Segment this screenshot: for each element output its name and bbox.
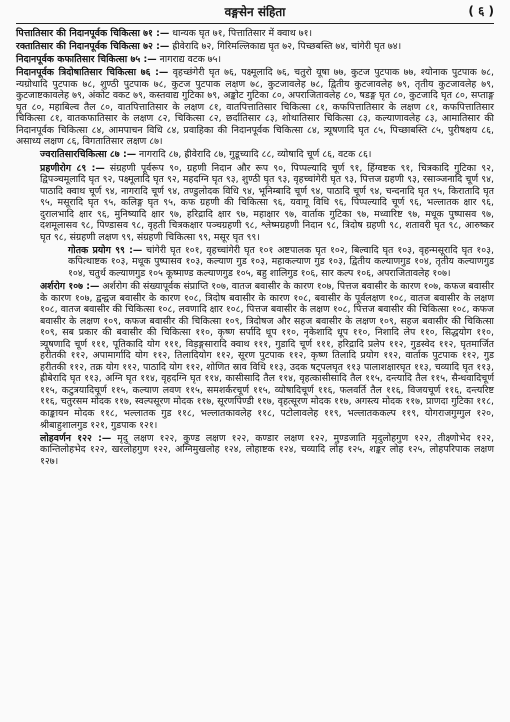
entry-jvaratisara (16, 149, 494, 161)
entry-heading: निदानपूर्वक त्रिदोषातिसार चिकित्सा ७६ :— (16, 67, 169, 79)
entry-heading: अर्शरोग १०७ :— (40, 280, 100, 292)
index-body (16, 28, 494, 469)
entry-text: चांगेरी घृत १०१, वृहच्चांगेरी घृत १०१ अष्टपालक घृत १०२, बिल्वादि घृत १०३, वृहन्मसूरादि घृत १०३, कपित्थाष्टक १०३, मधूक पुष्पासव १०३, कल्याण गुड १०३, महाकल्याण गुड १०३, द्वितीय कल्याणगुड १०४, तृतीय कल्याणगुड १०४, चतुर्थ कल्याणगुड १०५ कूष्माण्ड कल्याणगुड १०५, बहु शालिगुड १०६, सार कल्प १०६, अपराजितावलेह १०७। (68, 244, 494, 279)
entry-text: मृदु लक्षण १२२, कुण्ड लक्षण १२२, कण्डार लक्षण १२२, मुण्डजाति मृदुलोहगुण १२२, तीक्ष्णोभेद १२२, कान्तिलोहभेद १२२, खरलोहगुण १२२, अग्निमुखलोह १२४, लोहाष्टक १२४, चव्यादि लोह १२५, शङ्कर लोह १२५, लोहपरिपाक लक्षण १२७। (40, 432, 495, 467)
entry-grahaniroga (16, 163, 494, 244)
entry-heading: ज्वरातिसारचिकित्सा ८७ :— (40, 149, 137, 161)
entry-gotaka-prayoga (16, 245, 494, 280)
entry-heading: पित्तातिसार की निदानपूर्वक चिकित्सा ७१ :— (16, 28, 170, 39)
header-rule (16, 23, 494, 24)
entry-heading: निदानपूर्वक कफातिसार चिकित्सा ७५ :— (16, 54, 157, 66)
entry-heading: रक्तातिसार की निदानपूर्वक चिकित्सा ७२ :— (16, 41, 170, 53)
entry-heading: लोहवर्णन १२२ :— (40, 432, 112, 444)
entry-text: नागराद्य वटक ७५। (156, 54, 222, 66)
entry-kaphatisara (16, 54, 494, 66)
entry-raktatisara (16, 41, 494, 53)
entry-lohavarnana (16, 433, 494, 468)
entry-text: नागरादि ८७, ह्रीवेरादि ८७, गुडूच्यादि ८८, व्योषादि चूर्ण ८६, वटक ८६। (136, 149, 372, 161)
running-title: वङ्गसेन संहिता (224, 5, 286, 19)
entry-text: धान्यक घृत ७१, पित्तातिसार में क्वाथ ७१। (169, 28, 313, 39)
entry-pittatisara (16, 28, 494, 40)
page-number: ( ६ ) (468, 4, 494, 18)
entry-heading: गोतक प्रयोग ९९ :— (68, 244, 143, 256)
page-header (0, 0, 510, 24)
entry-text: संग्रहणी पूर्वरूप ९०, ग्रहणी निदान और रूप ९०, पिप्पल्यादि चूर्ण ९१, हिंग्वष्टक ९१, चित्रकादि गुटिका ९२, द्विपञ्चमूलादि घृत ९२, पक्ष्मूलादि घृत ९२, महदग्नि घृत ९३, शुण्ठी घृत ९३, वृहच्चांगेरी घृत ९३, पित्तज ग्रहणी ९३, रसाञ्जनादि चूर्ण ९४, पाठादि क्वाथ चूर्ण ९४, नागरादि चूर्ण ९४, तण्डुलोदक विधि ९४, भूनिम्बादि चूर्ण ९४, पाठादि चूर्ण ९४, चन्दनादि घृत ९५, किरातादि घृत ९५, मसूरादि घृत ९५, कलिङ्ग घृत ९५, कफ ग्रहणी की चिकित्सा ९६, यवागू विधि ९६, पिप्पल्यादि चूर्ण ९६, भल्लातक क्षार ९६, दुरालभादि क्षार ९६, मुनिष्यादि क्षार ९७, हरिद्रादि क्षार ९७, महाक्षार ९७, वार्ताक गुटिका ९७, मध्वारिष्ट ९७, मधूक पुष्पासव ९७, दशमूलासव ९८, पिण्डासव ९८, वृहती चित्रकक्षार पञ्चग्रहणी ९८, श्लेष्मग्रहणी निदान ९८, त्रिदोष ग्रहणी ९८, शतावरी घृत ९८, आरुष्कर घृत ९८, संग्रहणी लक्षण ९९, संग्रहणी चिकित्सा ९९, मसूर घृत ९९। (40, 162, 494, 243)
entry-tridoshatisara (16, 67, 494, 148)
entry-text: ह्रीवेरादि ७२, गिरिमल्लिकाद्य घृत ७२, पिच्छबस्ति ७४, चांगेरी घृत ७४। (169, 41, 402, 53)
entry-heading: प्रहणीरोग ८९ :— (40, 162, 105, 174)
entry-text: वृहच्छंगेरी घृत ७६, पक्ष्मूलादि ७६, चतुरो यूषा ७७, कुटज पुटपाक ७७, श्योनाक पुटपाक ७८, न्यग्रोधादि पुटपाक ७८, शुण्ठी पुटपाक ७८, कुटज पुटपाक लक्षण ७८, कुटजावलेह ७८, द्वितीय कुटजावलेह ७९, तृतीय कुटजावलेह ७९, कुटजाष्टकावलेह ७९, अंकोट वकट ७९, कस्तवाद्य गुटिका ७९, अङ्कोट गुटिका ८०, अपराजितावलेह ८०, षडङ्ग घृत ८०, कुटजादि घृत ८०, सप्ताङ्ग घृत ८०, महाबिल्व तैल ८०, वातपित्तातिसार के लक्षण ८१, वातपित्तातिसार चिकित्सा ८१, कफपित्तातिसार के लक्षण ८१, कफपित्तातिसार चिकित्सा ८१, वातकफातिसार के लक्षण ८२, चिकित्सा ८२, छर्दातिसार ८३, शोथातिसार चिकित्सा ८३, कल्याणावलेह ८३, आमातिसार की निदानपूर्वक चिकित्सा ८४, आमपाचन विधि ८४, प्रवाहिका की निदानपूर्वक चिकित्सा ८४, त्र्यूषणादि घृत ८५, पिच्छाबस्ति ८५, पुरीषक्षय ८६, असाध्य लक्षण ८६, विगतातिसार लक्षण ८७। (16, 67, 495, 148)
entry-arsharoga (16, 281, 494, 431)
entry-text: अर्शरोग की संख्यापूर्वक संप्राप्ति १०७, वातज बवासीर के कारण १०७, पित्तज बवासीर के कारण १०७, कफज बवासीर के कारण १०७, द्वन्द्वज बवासीर के कारण १०८, त्रिदोष बवासीर के कारण १०८, बवासीर के पूर्वलक्षण १०८, वातज बवासीर के लक्षण १०८, वातज बवासीर की चिकित्सा १०८, लवणादि क्षार १०८, पित्तज बवासीर के लक्षण १०८, पित्तज बवासीर की चिकित्सा १०८, कफज बवासीर के लक्षण १०९, कफज बवासीर की चिकित्सा १०९, त्रिदोषज और सहज बवासीर के लक्षण १०९, सहज बवासीर की चिकित्सा १०९, सब प्रकार की बवासीर की चिकित्सा ११०, कृष्ण सर्पादि धूप ११०, नृकेशादि धूप ११०, निशादि लेप ११०, सिद्धयोग ११०, त्र्यूषणादि चूर्ण १११, पूतिकादि योग १११, विड़ङ्गसारादि क्वाथ १११, गुडादि चूर्ण १११, हरिद्रादि प्रलेप ११२, गुडस्वेद ११२, घृतमार्जित हरीतकी ११२, अपामार्गादि योग ११२, तिलादियोग ११२, सूरण पुटपाक ११२, कृष्ण तिलादि प्रयोग ११२, वार्ताक पुटपाक ११२, गुड हरीतकी ११२, तक्र योग ११२, पाठादि योग ११२, शोणित स्राव विधि ११३, उदक षट्पलघृत ११३ पालाशक्षारघृत ११३, चव्यादि घृत ११३, ह्रीबेरादि घृत ११३, अग्नि घृत ११४, वृहदग्नि घृत ११४, कासीसादि तैल ११४, वृहत्कासीसादि तैल ११५, दन्त्यादि तैल ११५, सैन्धवादिचूर्ण ११५, कटुत्रयादिचूर्ण ११५, कल्याण लवण ११५, समशर्करचूर्ण ११५, व्योषादिचूर्ण ११६, फलवर्ति तैल ११६, विजयचूर्ण ११६, दन्त्यरिष्ट ११६, चतुरसम मोदक ११७, स्वल्पसूरण मोदक ११७, सूरणपिण्डी ११७, वृहत्सूरण मोदक ११७, अगस्त्य मोदक ११७, प्राणदा गुटिका ११८, काङ्कायन मोदक ११८, भल्लातक गुड ११८, भल्लातकावलेह ११८, पटोलावलेह ११९, भल्लातककल्प ११९, योगराजगुग्गुल १२०, श्रीबाहुशालगुड १२१, गुडपाक १२१। (40, 280, 495, 431)
